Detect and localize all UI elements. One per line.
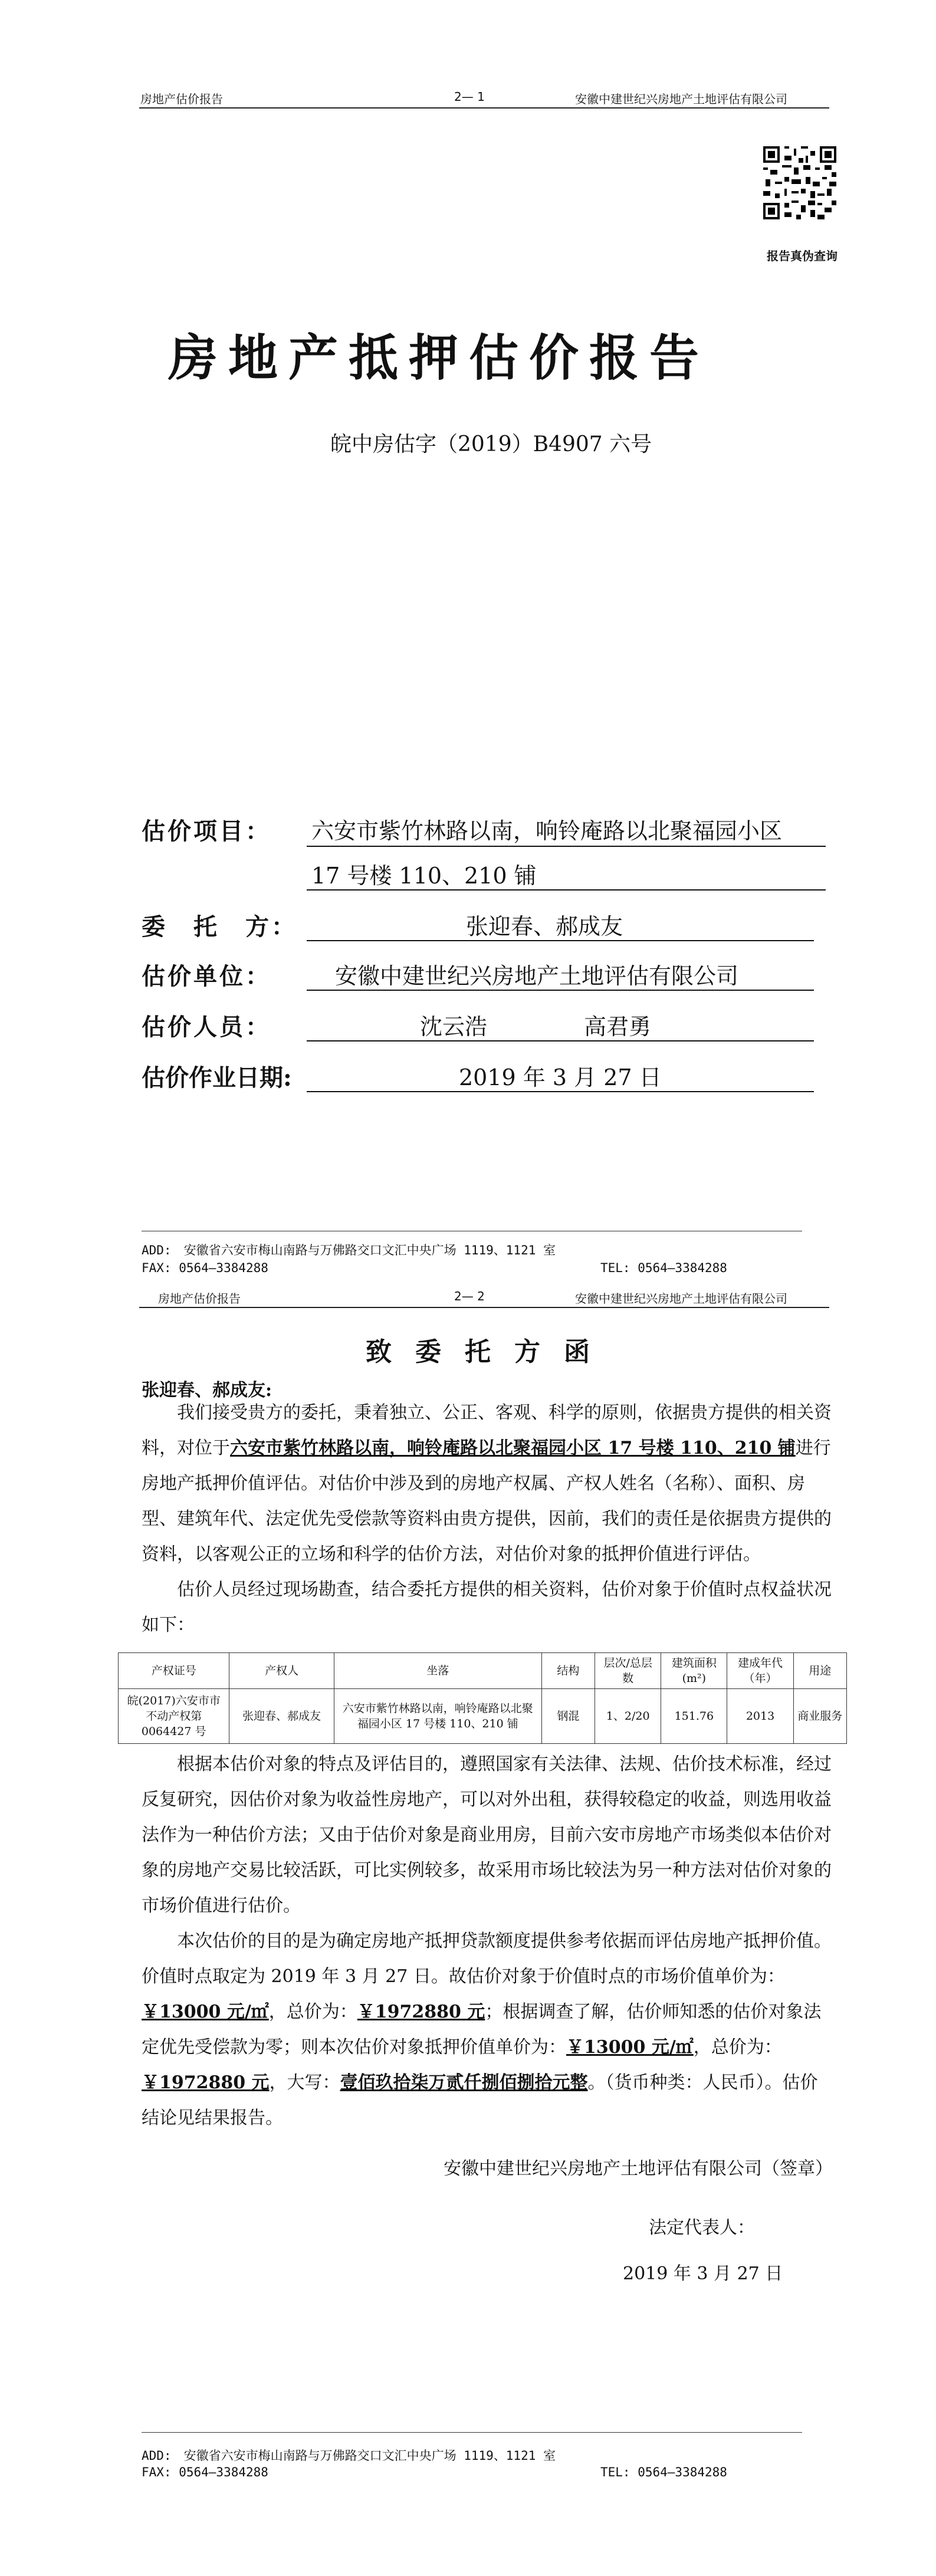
header-rule (139, 1307, 829, 1308)
header-rule (139, 107, 829, 109)
sign-date: 2019 年 3 月 27 日 (623, 2263, 783, 2284)
table-cell: 皖(2017)六安市市不动产权第 0064427 号 (119, 1689, 229, 1744)
table-cell: 商业服务 (793, 1689, 846, 1744)
staff-value-2: 高君勇 (584, 1014, 652, 1040)
project-value-line1: 六安市紫竹林路以南，响铃庵路以北聚福园小区 (311, 818, 783, 844)
table-header-cell: 产权证号 (119, 1653, 229, 1689)
footer-address: ADD: 安徽省六安市梅山南路与万佛路交口文汇中央广场 1119、1121 室 (142, 1243, 556, 1257)
letter-title: 致委托方函 (366, 1337, 613, 1367)
project-underline-1 (307, 846, 826, 847)
legal-representative: 法定代表人： (649, 2217, 755, 2238)
table-header-cell: 建成年代（年） (727, 1653, 793, 1689)
staff-underline (307, 1040, 814, 1041)
table-cell: 张迎春、郝成友 (229, 1689, 334, 1744)
market-total-price: ￥1972880 元 (357, 2002, 485, 2022)
table-row (119, 1689, 847, 1744)
table-header-cell: 用途 (793, 1653, 846, 1689)
p1-intro: 我们接受贵方的委托，秉着独立、公正、客观、科学的原则，依据贵方提供的相关资料，对位于 (142, 1402, 832, 1458)
property-info-table (118, 1652, 847, 1744)
client-value: 张迎春、郝成友 (466, 914, 623, 939)
mortgage-unit-price: ￥13000 元/㎡ (566, 2037, 694, 2058)
staff-label: 估价人员： (142, 1013, 271, 1041)
staff-value-1: 沈云浩 (420, 1014, 488, 1040)
paragraph-4 (142, 1924, 832, 2136)
client-label: 委 托 方： (142, 913, 297, 941)
p4-intro: 本次估价的目的是为确定房地产抵押贷款额度提供参考依据而评估房地产抵押价值。价值时点取定为 2019 年 3 月 27 日。故估价对象于价值时点的市场价值单价为： (142, 1931, 832, 1987)
table-header-row (119, 1653, 847, 1689)
project-underline-2 (307, 889, 826, 891)
report-title: 房地产抵押估价报告 (168, 328, 710, 387)
header-page-number: 2— 1 (454, 90, 485, 104)
p4-text-f: 。（货币种类：人民币）。估价结论见结果报告。 (142, 2072, 818, 2128)
mortgage-total-price: ￥1972880 元 (142, 2072, 270, 2093)
p4-text-d: ，总价为： (693, 2037, 782, 2058)
p4-text-b: ，总价为： (268, 2002, 357, 2022)
client-underline (307, 940, 814, 941)
paragraph-1 (142, 1395, 832, 1643)
table-header-cell: 结构 (541, 1653, 595, 1689)
p4-text-c: ；根据调查了解，估价师知悉的估价对象法定优先受偿款为零；则本次估价对象抵押价值单价为： (142, 2002, 822, 2058)
footer-address: ADD: 安徽省六安市梅山南路与万佛路交口文汇中央广场 1119、1121 室 (142, 2449, 556, 2463)
paragraph-2: 估价人员经过现场勘查，结合委托方提供的相关资料，估价对象于价值时点权益状况如下： (142, 1579, 832, 1635)
footer-fax: FAX: 0564—3384288 (142, 1261, 268, 1275)
table-header-cell: 坐落 (334, 1653, 541, 1689)
market-unit-price: ￥13000 元/㎡ (142, 2002, 269, 2022)
salutation: 张迎春、郝成友: (142, 1380, 272, 1401)
project-value-line2: 17 号楼 110、210 铺 (311, 863, 537, 889)
footer-rule (142, 2432, 802, 2433)
document-number: 皖中房估字（2019）B4907 六号 (330, 432, 652, 456)
date-label: 估价作业日期: (142, 1064, 292, 1092)
unit-label: 估价单位： (142, 962, 271, 990)
header-left: 房地产估价报告 (140, 92, 223, 106)
header-right: 安徽中建世纪兴房地产土地评估有限公司 (575, 92, 787, 106)
footer-fax: FAX: 0564—3384288 (142, 2465, 268, 2479)
table-cell: 钢混 (541, 1689, 595, 1744)
project-label: 估价项目： (142, 817, 271, 845)
p1-property-location: 六安市紫竹林路以南，响铃庵路以北聚福园小区 17 号楼 110、210 铺 (230, 1438, 796, 1458)
footer-tel: TEL: 0564—3384288 (600, 1261, 727, 1275)
footer-tel: TEL: 0564—3384288 (600, 2465, 727, 2479)
unit-value: 安徽中建世纪兴房地产土地评估有限公司 (335, 963, 739, 989)
table-cell: 六安市紫竹林路以南，响铃庵路以北聚福园小区 17 号楼 110、210 铺 (334, 1689, 541, 1744)
qr-caption: 报告真伪查询 (767, 249, 838, 263)
paragraph-block-2 (142, 1747, 832, 2136)
table-cell: 1、2/20 (595, 1689, 661, 1744)
header-page-number: 2— 2 (454, 1289, 485, 1303)
table-header-cell: 层次/总层数 (595, 1653, 661, 1689)
total-in-words: 壹佰玖拾柒万贰仟捌佰捌拾元整 (340, 2072, 588, 2093)
header-right: 安徽中建世纪兴房地产土地评估有限公司 (575, 1292, 787, 1306)
table-header-cell: 产权人 (229, 1653, 334, 1689)
signer: 安徽中建世纪兴房地产土地评估有限公司（签章） (444, 2158, 833, 2179)
p1-body: 进行房地产抵押价值评估。对估价中涉及到的房地产权属、产权人姓名（名称）、面积、房型、建筑年代、法定优先受偿款等资料由贵方提供，因前，我们的责任是依据贵方提供的资料，以客观公正的立场和科学的估价方法，对估价对象的抵押价值进行评估。 (142, 1438, 832, 1565)
unit-underline (307, 990, 814, 991)
date-underline (307, 1091, 814, 1092)
qr-code[interactable] (761, 144, 839, 222)
paragraph-3: 根据本估价对象的特点及评估目的，遵照国家有关法律、法规、估价技术标准，经过反复研究，因估价对象为收益性房地产，可以对外出租，获得较稳定的收益，则选用收益法作为一种估价方法；又由于估价对象是商业用房，目前六安市房地产市场类似本估价对象的房地产交易比较活跃，可比实例较多，故采用市场比较法为另一种方法对估价对象的市场价值进行估价。 (142, 1754, 832, 1916)
table-cell: 2013 (727, 1689, 793, 1744)
p4-text-e: ，大写： (269, 2072, 340, 2093)
table-header-cell: 建筑面积(m²) (661, 1653, 727, 1689)
table-cell: 151.76 (661, 1689, 727, 1744)
date-value: 2019 年 3 月 27 日 (459, 1064, 662, 1090)
header-left: 房地产估价报告 (158, 1292, 241, 1306)
